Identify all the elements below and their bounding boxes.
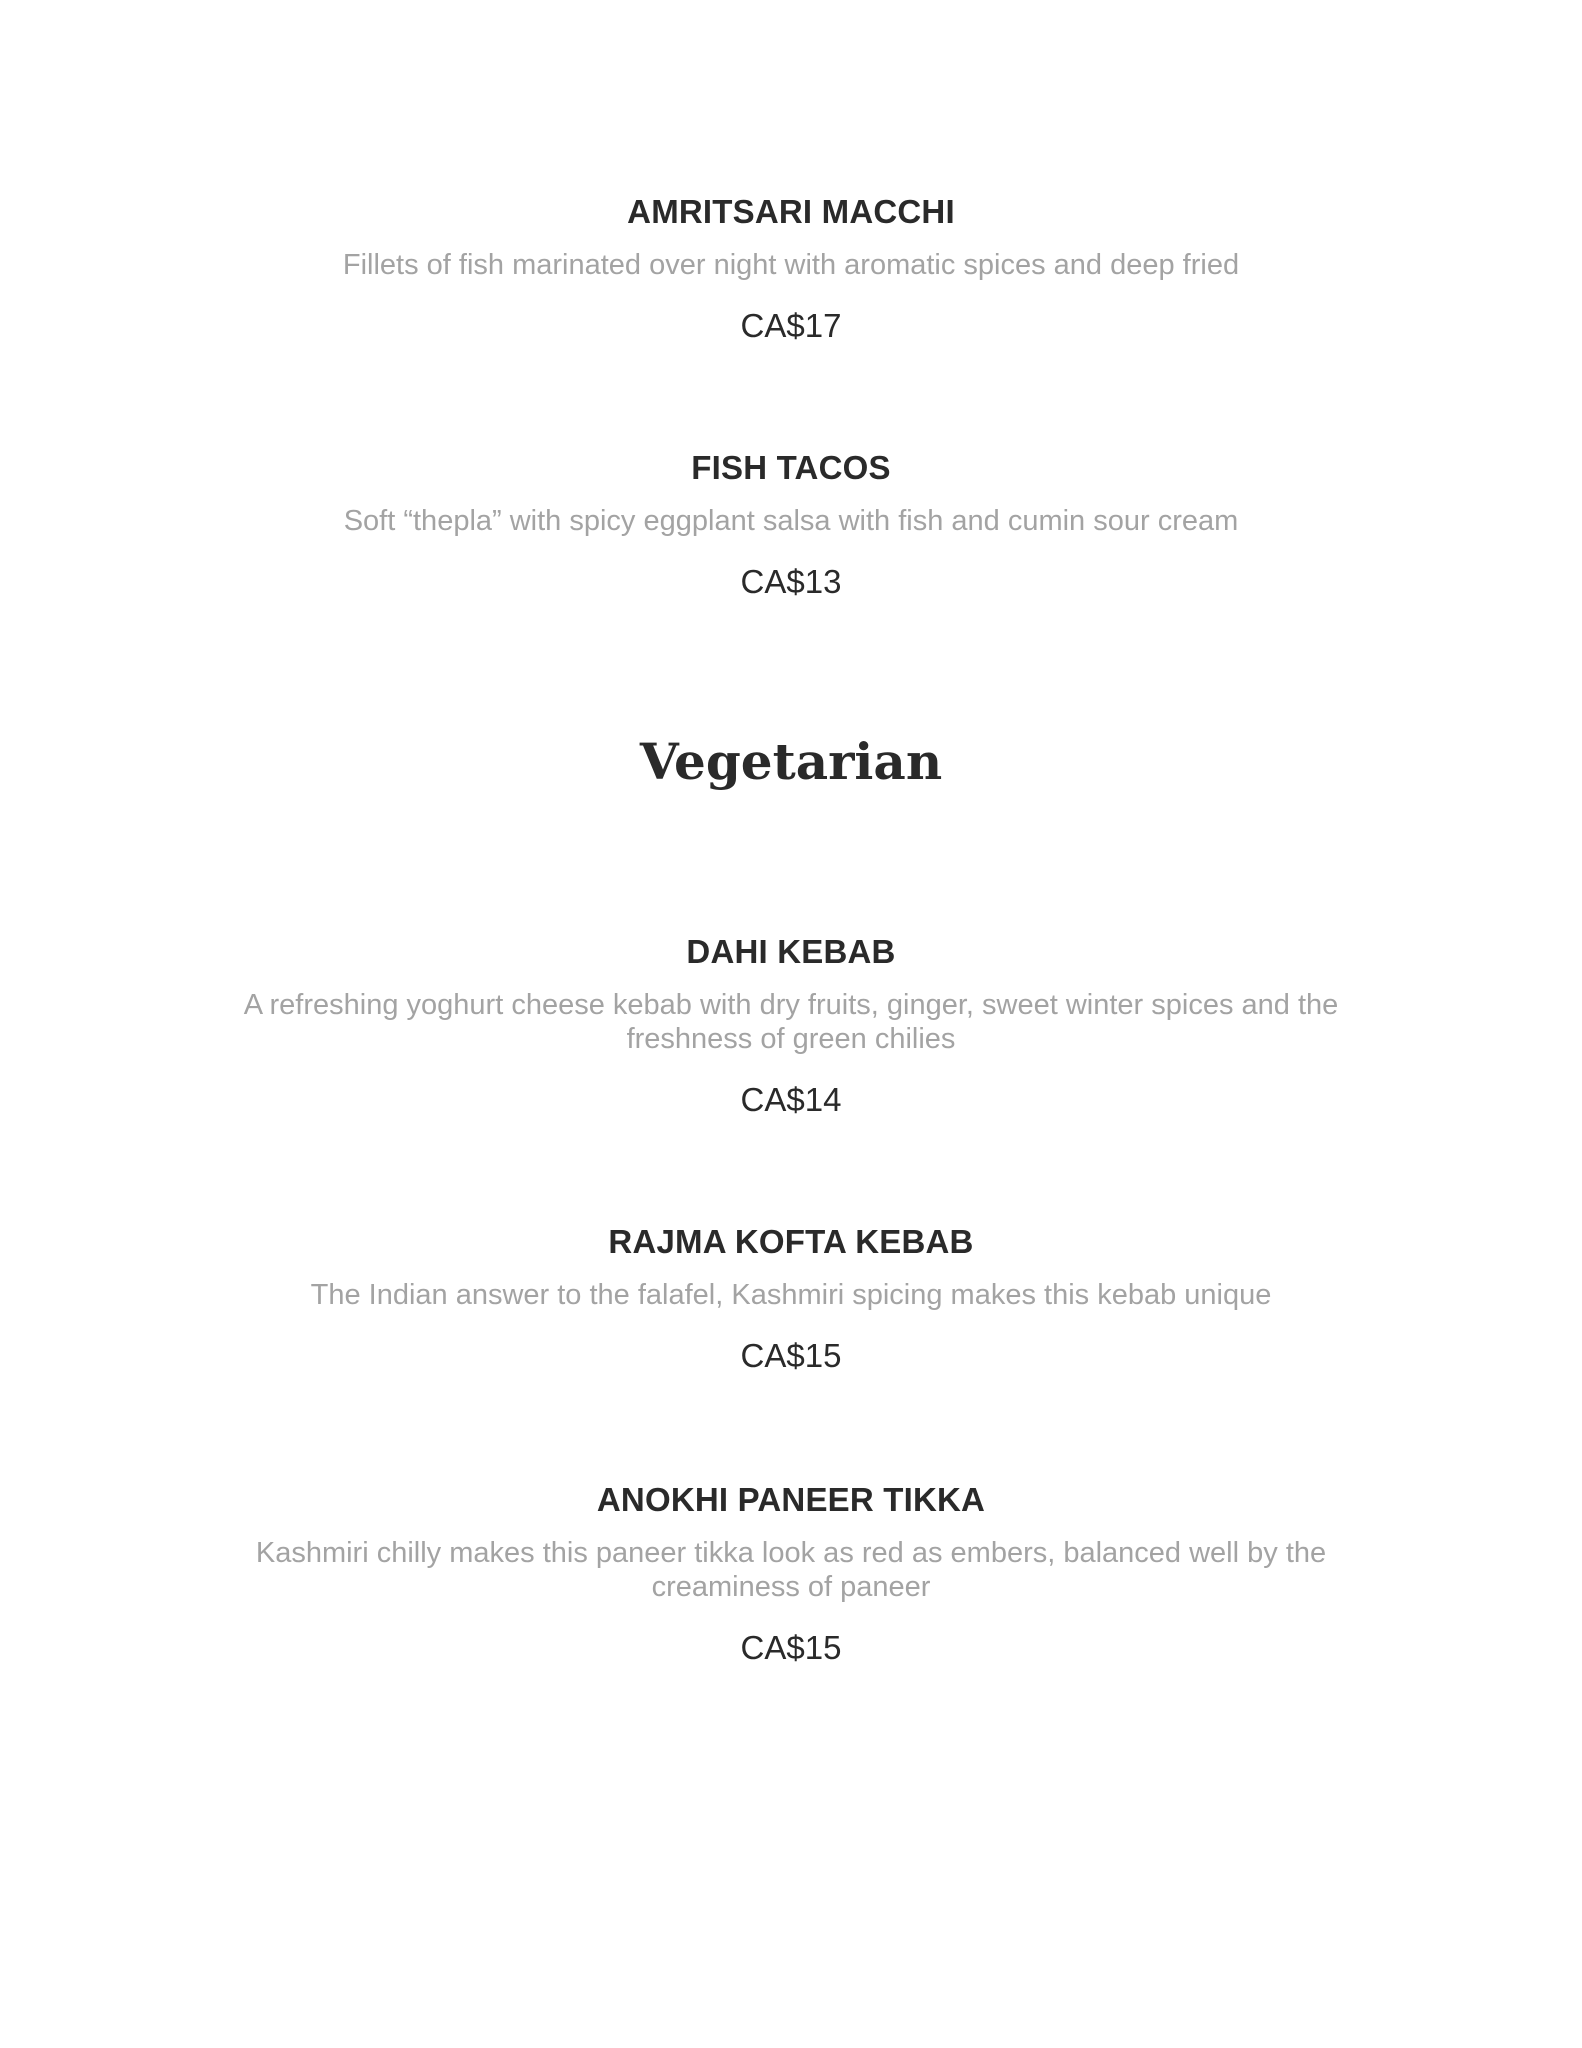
item-name: ANOKHI PANEER TIKKA bbox=[596, 1481, 986, 1518]
item-name: RAJMA KOFTA KEBAB bbox=[608, 1223, 974, 1260]
item-description: A refreshing yoghurt cheese kebab with dry fruits, ginger, sweet winter spices and the freshness of green chilies bbox=[243, 989, 1339, 1055]
section-heading-vegetarian: Vegetarian bbox=[639, 732, 943, 791]
menu-item-anokhi-paneer-tikka bbox=[200, 1480, 1382, 1668]
item-price: CA$15 bbox=[740, 1629, 842, 1666]
item-description: The Indian answer to the falafel, Kashmiri spicing makes this kebab unique bbox=[310, 1279, 1272, 1311]
menu-item-rajma-kofta-kebab bbox=[200, 1222, 1382, 1376]
item-name: AMRITSARI MACCHI bbox=[627, 193, 955, 230]
item-price: CA$14 bbox=[740, 1081, 842, 1118]
item-price: CA$13 bbox=[740, 563, 842, 600]
item-description: Kashmiri chilly makes this paneer tikka look as red as embers, balanced well by the creaminess of paneer bbox=[255, 1537, 1327, 1603]
item-price: CA$17 bbox=[740, 307, 842, 344]
item-price: CA$15 bbox=[740, 1337, 842, 1374]
item-name: DAHI KEBAB bbox=[686, 933, 896, 970]
item-description: Fillets of fish marinated over night with aromatic spices and deep fried bbox=[342, 249, 1240, 281]
menu-item-amritsari-macchi bbox=[200, 192, 1382, 346]
item-description: Soft “thepla” with spicy eggplant salsa with fish and cumin sour cream bbox=[343, 505, 1239, 537]
menu-item-fish-tacos bbox=[200, 448, 1382, 602]
menu-item-dahi-kebab bbox=[200, 932, 1382, 1120]
item-name: FISH TACOS bbox=[691, 449, 891, 486]
